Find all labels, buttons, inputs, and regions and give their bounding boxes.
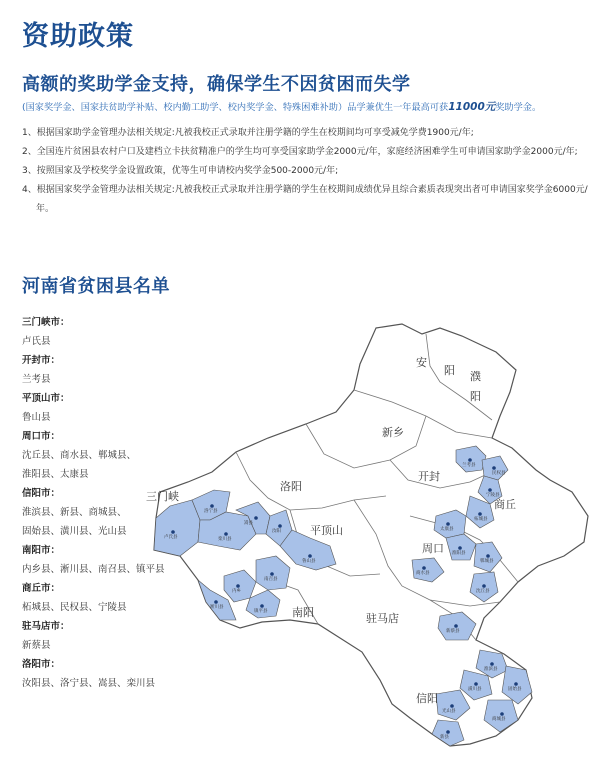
county-names: 固始县、潢川县、光山县 xyxy=(22,526,127,537)
policy-item: 2、全国连片贫困县农村户口及建档立卡扶贫精准户的学生均可享受国家助学金2000元/年，家庭经济困难学生可申请国家助学金2000元/年; xyxy=(22,147,578,157)
city-name: 三门峡市： xyxy=(22,317,70,328)
city-label-an: 安 xyxy=(416,356,427,369)
county-names: 新蔡县 xyxy=(22,640,51,651)
county-label: 栾川县 xyxy=(218,537,232,542)
county-label: 卢氏县 xyxy=(164,535,178,540)
city-name: 周口市： xyxy=(22,431,61,442)
city-label-xinxiang: 新乡 xyxy=(382,426,404,439)
county-dot xyxy=(450,704,454,708)
county-label: 太康县 xyxy=(440,527,454,532)
county-dot xyxy=(308,554,312,558)
county-names: 沈丘县、商水县、郸城县、 xyxy=(22,450,137,461)
city-name: 洛阳市： xyxy=(22,659,61,670)
county-names: 柘城县、民权县、宁陵县 xyxy=(22,602,127,613)
county-dot xyxy=(260,604,264,608)
county-label: 宁陵县 xyxy=(486,493,500,498)
county-dot xyxy=(210,504,214,508)
sub-note-prefix: (国家奖学金、国家扶贫助学补贴、校内勤工助学、校内奖学金、特殊困难补助）品学兼优生一年最高可获 xyxy=(22,102,449,113)
county-names: 内乡县、淅川县、南召县、镇平县 xyxy=(22,564,165,575)
county-label: 内乡 xyxy=(232,589,241,594)
city-name: 信阳市： xyxy=(22,488,61,499)
max-amount: 11000元 xyxy=(448,101,496,113)
county-names: 淮阳县、太康县 xyxy=(22,469,89,480)
county-dot xyxy=(514,682,518,686)
county-label: 商水县 xyxy=(416,571,430,576)
county-label: 兰考县 xyxy=(462,463,476,468)
policy-item: 4、根据国家奖学金管理办法相关规定:凡被我校正式录取并注册学籍的学生在校期间成绩优异且综合素质表现突出者可申请国家奖学金6000元/年。 xyxy=(22,185,588,214)
sub-note-suffix: 奖助学金。 xyxy=(495,102,542,113)
county-label: 淮阳县 xyxy=(452,551,466,556)
county-dot xyxy=(270,572,274,576)
county-dot xyxy=(278,524,282,528)
county-label: 民权县 xyxy=(492,471,506,476)
county-label: 沈丘县 xyxy=(476,589,490,594)
county-dot xyxy=(500,712,504,716)
county-dot xyxy=(214,600,218,604)
county-label: 新县 xyxy=(440,735,449,740)
city-label-pu: 濮 xyxy=(470,370,481,383)
county-label: 新蔡县 xyxy=(446,629,460,634)
county-label: 嵩县 xyxy=(244,521,253,526)
county-dot xyxy=(446,522,450,526)
county-dot xyxy=(492,466,496,470)
county-dot xyxy=(468,458,472,462)
county-names: 鲁山县 xyxy=(22,412,51,423)
page-title: 资助政策 xyxy=(22,21,134,52)
policy-item: 3、按照国家及学校奖学金设置政策，优等生可申请校内奖学金500-2000元/年; xyxy=(22,166,339,176)
county-dot xyxy=(454,624,458,628)
county-dot xyxy=(236,584,240,588)
county-label: 洛宁县 xyxy=(204,509,218,514)
sub-note xyxy=(22,99,541,114)
county-label: 淅川县 xyxy=(210,605,224,610)
county-dot xyxy=(486,554,490,558)
city-label-pingdingshan: 平顶山 xyxy=(310,524,343,537)
city-label-kaifeng: 开封 xyxy=(418,470,440,483)
city-label-zhoukou: 周口 xyxy=(422,542,444,555)
county-dot xyxy=(474,682,478,686)
county-dot xyxy=(224,532,228,536)
county-label: 商城县 xyxy=(492,717,506,722)
henan-map-svg xyxy=(140,320,600,760)
county-label: 光山县 xyxy=(442,709,456,714)
city-label-yang: 阳 xyxy=(444,364,455,377)
county-dot xyxy=(478,512,482,516)
county-names: 兰考县 xyxy=(22,374,51,385)
city-label-yang2: 阳 xyxy=(470,390,481,403)
county-label: 固始县 xyxy=(508,687,522,692)
county-dot xyxy=(458,546,462,550)
policy-item: 1、根据国家助学金管理办法相关规定:凡被我校正式录取并注册学籍的学生在校期间均可享受减免学费1900元/年; xyxy=(22,128,474,138)
county-names: 卢氏县 xyxy=(22,336,51,347)
county-label: 汝阳 xyxy=(272,529,281,534)
county-names: 淮滨县、新县、商城县、 xyxy=(22,507,127,518)
county-label: 淮滨县 xyxy=(484,667,498,672)
city-label-nanyang: 南阳 xyxy=(292,606,314,619)
county-label: 郸城县 xyxy=(480,559,494,564)
city-name: 商丘市： xyxy=(22,583,61,594)
henan-map xyxy=(140,320,600,760)
county-label: 柘城县 xyxy=(474,517,488,522)
county-label: 南召县 xyxy=(264,577,278,582)
section-title: 河南省贫困县名单 xyxy=(22,276,170,297)
city-name: 驻马店市： xyxy=(22,621,70,632)
policy-list xyxy=(22,124,592,219)
county-label: 鲁山县 xyxy=(302,559,316,564)
county-dot xyxy=(488,488,492,492)
city-label-luoyang: 洛阳 xyxy=(280,480,302,493)
city-label-shangqiu: 商丘 xyxy=(494,498,516,511)
county-dot xyxy=(254,516,258,520)
city-name: 平顶山市： xyxy=(22,393,70,404)
county-dot xyxy=(446,730,450,734)
county-dot xyxy=(490,662,494,666)
city-name: 南阳市： xyxy=(22,545,61,556)
city-label-zhumadian: 驻马店 xyxy=(366,612,399,625)
city-label-sanmenxia: 三门峡 xyxy=(146,490,179,503)
headline: 高额的奖助学金支持，确保学生不因贫困而失学 xyxy=(22,74,411,95)
county-dot xyxy=(422,566,426,570)
county-dot xyxy=(482,584,486,588)
county-label: 潢川县 xyxy=(468,687,482,692)
county-list xyxy=(22,313,192,693)
city-label-xinyang: 信阳 xyxy=(416,692,438,705)
city-name: 开封市： xyxy=(22,355,61,366)
county-label: 镇平县 xyxy=(254,609,268,614)
county-names: 汝阳县、洛宁县、嵩县、栾川县 xyxy=(22,678,156,689)
